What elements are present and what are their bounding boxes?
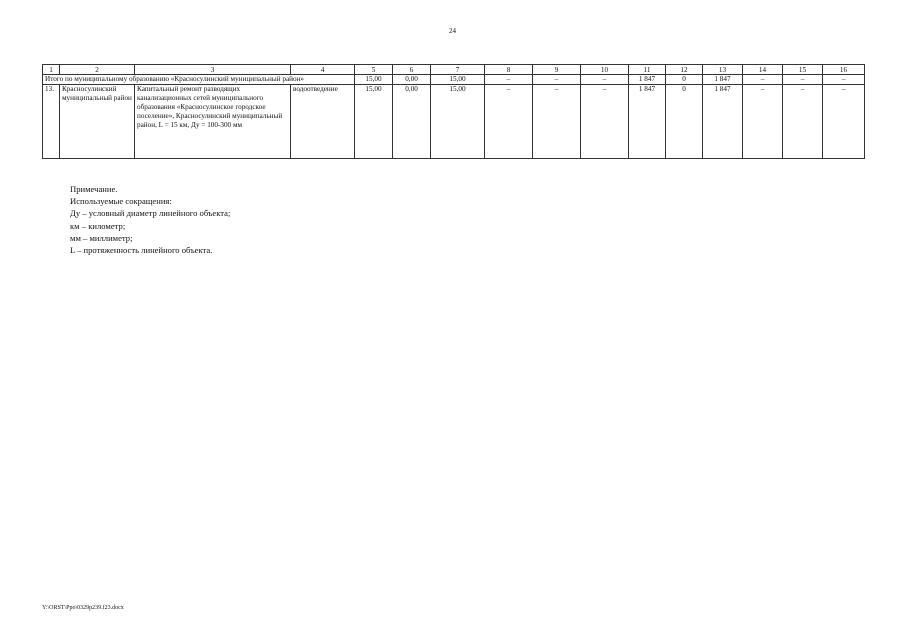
header-cell: 13 bbox=[703, 65, 743, 75]
file-path-footer: Y:\ORST\Ppo\0329p239.f23.docx bbox=[42, 605, 124, 611]
total-value: 1 847 bbox=[703, 75, 743, 85]
row-type: водоотведение bbox=[291, 85, 355, 159]
header-cell: 4 bbox=[291, 65, 355, 75]
total-value: – bbox=[783, 75, 823, 85]
notes-line: км – километр; bbox=[70, 220, 126, 231]
total-value: 15,00 bbox=[355, 75, 393, 85]
row-value: 1 847 bbox=[629, 85, 666, 159]
total-value: 0 bbox=[666, 75, 703, 85]
header-cell: 16 bbox=[823, 65, 865, 75]
total-value: – bbox=[743, 75, 783, 85]
notes-line: L – протяженность линейного объекта. bbox=[70, 245, 213, 256]
header-cell: 15 bbox=[783, 65, 823, 75]
table-row bbox=[43, 85, 865, 159]
row-value: – bbox=[581, 85, 629, 159]
total-value: – bbox=[533, 75, 581, 85]
header-cell: 5 bbox=[355, 65, 393, 75]
notes-line: Используемые сокращения: bbox=[70, 196, 172, 207]
row-description: Капитальный ремонт разводящих канализационных сетей муниципального образования «Красносулинское городское поселение», Красносулинский муниципальный район, L = 15 км, Ду = 100-300 мм bbox=[135, 85, 291, 159]
header-cell: 7 bbox=[431, 65, 485, 75]
row-value: – bbox=[783, 85, 823, 159]
header-cell: 11 bbox=[629, 65, 666, 75]
header-cell: 12 bbox=[666, 65, 703, 75]
header-cell: 14 bbox=[743, 65, 783, 75]
header-cell: 2 bbox=[60, 65, 135, 75]
row-value: – bbox=[485, 85, 533, 159]
row-value: – bbox=[823, 85, 865, 159]
row-district: Красносулинский муниципальный район bbox=[60, 85, 135, 159]
header-cell: 8 bbox=[485, 65, 533, 75]
total-value: – bbox=[485, 75, 533, 85]
header-row bbox=[43, 65, 865, 75]
notes-line: Ду – условный диаметр линейного объекта; bbox=[70, 208, 231, 219]
row-value: 15,00 bbox=[355, 85, 393, 159]
row-value: – bbox=[743, 85, 783, 159]
notes-block bbox=[70, 183, 230, 256]
total-value: 0,00 bbox=[393, 75, 431, 85]
row-value: – bbox=[533, 85, 581, 159]
header-cell: 3 bbox=[135, 65, 291, 75]
total-value: 1 847 bbox=[629, 75, 666, 85]
total-value: – bbox=[581, 75, 629, 85]
row-value: 0,00 bbox=[393, 85, 431, 159]
header-cell: 1 bbox=[43, 65, 60, 75]
total-value: – bbox=[823, 75, 865, 85]
row-number: 13. bbox=[43, 85, 60, 159]
header-cell: 9 bbox=[533, 65, 581, 75]
total-value: 15,00 bbox=[431, 75, 485, 85]
header-cell: 6 bbox=[393, 65, 431, 75]
total-label: Итого по муниципальному образованию «Красносулинский муниципальный район» bbox=[43, 75, 355, 85]
notes-title: Примечание. bbox=[70, 184, 118, 194]
row-value: 15,00 bbox=[431, 85, 485, 159]
investment-table bbox=[42, 64, 865, 159]
header-cell: 10 bbox=[581, 65, 629, 75]
notes-line: мм – миллиметр; bbox=[70, 232, 133, 243]
row-value: 0 bbox=[666, 85, 703, 159]
total-row bbox=[43, 75, 865, 85]
row-value: 1 847 bbox=[703, 85, 743, 159]
page-number: 24 bbox=[449, 27, 456, 35]
